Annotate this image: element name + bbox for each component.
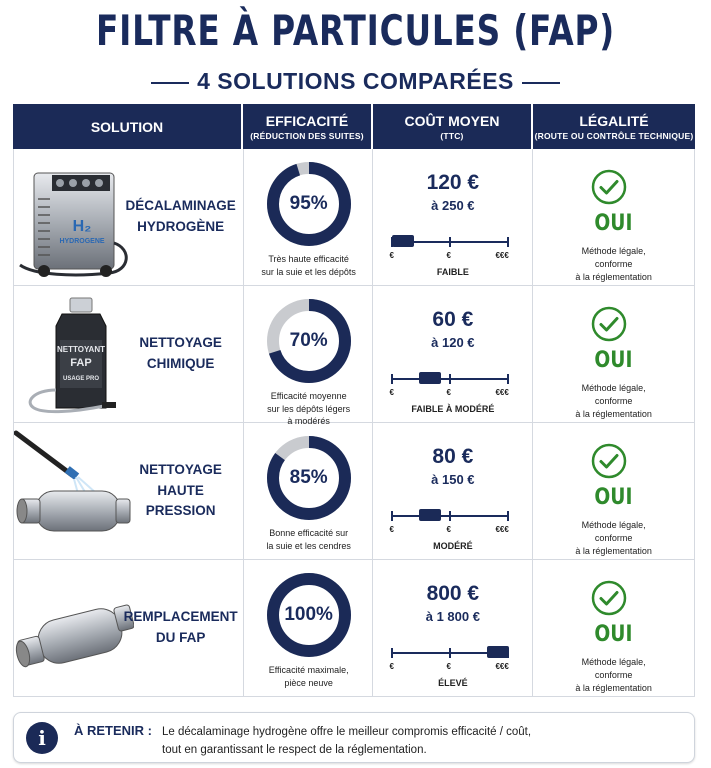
- solution-name-line1: REMPLACEMENT: [123, 609, 238, 625]
- legal-text-line3: à la réglementation: [575, 683, 652, 694]
- solution-name-line3: PRESSION: [145, 503, 216, 519]
- scale-label-low: €: [389, 388, 394, 397]
- solution-cell: [14, 149, 244, 285]
- scale-label-high: €€€: [495, 388, 509, 397]
- scale-label-low: €: [389, 525, 394, 534]
- legal-cell: [533, 560, 695, 696]
- subtitle-text: 4 SOLUTIONS COMPARÉES: [197, 68, 514, 94]
- legal-cell: [533, 286, 695, 422]
- check-circle-icon: [591, 443, 627, 479]
- efficiency-text-line2: la suie et les cendres: [266, 540, 351, 551]
- legal-text-line3: à la réglementation: [575, 272, 652, 283]
- scale-label-low: €: [389, 251, 394, 260]
- scale-label-low: €: [389, 662, 394, 671]
- solution-name-line2: DU FAP: [155, 630, 206, 645]
- efficiency-cell: [244, 149, 374, 285]
- check-circle-icon: [591, 580, 627, 616]
- solution-name: [123, 560, 238, 696]
- table-row-4: [13, 560, 695, 697]
- solution-name-line1: NETTOYAGE: [139, 461, 222, 477]
- efficiency-text-line2: sur la suie et les dépôts: [261, 266, 356, 277]
- legal-text-line3: à la réglementation: [575, 409, 652, 420]
- check-circle-icon: [591, 306, 627, 342]
- efficiency-cell: [244, 423, 374, 559]
- legal-text-line2: conforme: [594, 533, 633, 544]
- price-max: à 1 800 €: [425, 609, 480, 624]
- takeaway-text: [162, 723, 682, 760]
- solution-cell: [14, 560, 244, 696]
- scale-label-mid: €: [446, 525, 451, 534]
- header-legalite-label: LÉGALITÉ: [579, 112, 649, 129]
- price-min: 800 €: [426, 582, 480, 605]
- chemical-bottle-icon: [14, 290, 134, 418]
- check-circle-icon: [591, 169, 627, 205]
- pressure-washer-filter-icon: [14, 427, 134, 555]
- solution-name-line2: HAUTE: [157, 482, 204, 498]
- cost-marker: [419, 372, 441, 384]
- solution-name-line1: DÉCALAMINAGE: [125, 198, 236, 214]
- cost-scale-tick: [449, 511, 451, 521]
- efficiency-cell: [244, 560, 374, 696]
- efficiency-description: [246, 253, 372, 278]
- hydrogen-machine-icon: [14, 153, 134, 281]
- header-efficacite: [243, 104, 373, 149]
- solution-name-line2: CHIMIQUE: [146, 356, 215, 371]
- efficiency-text-line2: pièce neuve: [284, 677, 333, 688]
- header-efficacite-label: EFFICACITÉ: [265, 112, 349, 129]
- legal-status: OUI: [594, 348, 633, 373]
- svg-text:H₂: H₂: [72, 218, 92, 235]
- header-cout: [373, 104, 533, 149]
- svg-text:FAP: FAP: [70, 357, 92, 369]
- legal-text-line1: Méthode légale,: [581, 246, 646, 256]
- header-cout-sub: (TTC): [440, 130, 464, 141]
- cost-marker: [419, 509, 441, 521]
- takeaway-text-line2: tout en garantissant le respect de la réglementation.: [162, 744, 427, 757]
- efficiency-cell: [244, 286, 374, 427]
- info-icon: i: [26, 722, 58, 754]
- efficiency-text-line2: sur les dépôts légers: [267, 403, 351, 414]
- cost-scale: [391, 509, 509, 539]
- cost-scale: [391, 235, 509, 265]
- cost-scale: [391, 646, 509, 676]
- legal-description: [533, 245, 694, 284]
- solution-name: [127, 149, 235, 285]
- legal-status: OUI: [594, 211, 633, 236]
- price-max: à 120 €: [431, 335, 475, 350]
- subtitle-dash-left: [151, 82, 189, 84]
- legal-status: OUI: [594, 622, 633, 647]
- scale-label-high: €€€: [495, 525, 509, 534]
- table-row-1: [13, 149, 695, 286]
- solution-name: [127, 423, 235, 559]
- header-solution: [13, 104, 243, 149]
- comparison-table: [13, 104, 695, 697]
- legal-text-line2: conforme: [594, 396, 633, 407]
- svg-text:NETTOYANT: NETTOYANT: [56, 345, 106, 354]
- header-legalite-sub: (ROUTE OU CONTRÔLE TECHNIQUE): [534, 130, 694, 141]
- header-solution-label: SOLUTION: [90, 118, 164, 135]
- cost-level: FAIBLE À MODÉRÉ: [411, 404, 495, 414]
- efficiency-value: 100%: [284, 604, 333, 625]
- scale-label-high: €€€: [495, 662, 509, 671]
- table-row-2: [13, 286, 695, 427]
- page-subtitle: [0, 68, 711, 95]
- scale-label-mid: €: [446, 662, 451, 671]
- svg-text:USAGE PRO: USAGE PRO: [62, 376, 100, 382]
- takeaway-label: À RETENIR :: [74, 723, 152, 738]
- cost-scale-tick: [391, 374, 393, 384]
- efficiency-text-line1: Très haute efficacité: [268, 254, 349, 264]
- cost-scale-tick: [507, 237, 509, 247]
- cost-marker: [392, 235, 414, 247]
- cost-scale-tick: [391, 648, 393, 658]
- legal-cell: [533, 149, 695, 285]
- price-max: à 150 €: [431, 472, 475, 487]
- efficiency-value: 85%: [289, 467, 328, 488]
- legal-description: [533, 656, 694, 695]
- legal-text-line1: Méthode légale,: [581, 657, 646, 667]
- legal-status: OUI: [594, 485, 633, 510]
- legal-text-line1: Méthode légale,: [581, 520, 646, 530]
- header-cout-label: COÛT MOYEN: [404, 112, 500, 129]
- price-min: 120 €: [426, 171, 480, 194]
- solution-name-line1: NETTOYAGE: [139, 335, 222, 351]
- legal-description: [533, 519, 694, 558]
- table-row-3: [13, 423, 695, 560]
- cost-cell: [373, 423, 533, 559]
- legal-description: [533, 382, 694, 421]
- legal-cell: [533, 423, 695, 559]
- scale-label-mid: €: [446, 388, 451, 397]
- takeaway-box: [13, 712, 695, 763]
- cost-cell: [373, 560, 533, 696]
- legal-text-line2: conforme: [594, 670, 633, 681]
- efficiency-value: 70%: [289, 330, 328, 351]
- price-max: à 250 €: [431, 198, 475, 213]
- cost-cell: [373, 286, 533, 422]
- cost-level: FAIBLE: [436, 267, 469, 277]
- page-title: FILTRE À PARTICULES (FAP): [95, 6, 616, 55]
- cost-scale-tick: [507, 374, 509, 384]
- solution-cell: [14, 423, 244, 559]
- efficiency-description: [246, 527, 372, 552]
- efficiency-text-line3: à modérés: [287, 416, 330, 427]
- cost-cell: [373, 149, 533, 285]
- takeaway-text-line1: Le décalaminage hydrogène offre le meilleur compromis efficacité / coût,: [162, 726, 532, 738]
- efficiency-description: [246, 664, 372, 689]
- cost-scale: [391, 372, 509, 402]
- legal-text-line1: Méthode légale,: [581, 383, 646, 393]
- header-legalite: [533, 104, 695, 149]
- cost-scale-tick: [449, 374, 451, 384]
- legal-text-line2: conforme: [594, 259, 633, 270]
- table-header: [13, 104, 695, 149]
- header-efficacite-sub: (RÉDUCTION DES SUITES): [250, 130, 364, 141]
- cost-level: MODÉRÉ: [433, 541, 473, 551]
- efficiency-value: 95%: [289, 193, 328, 214]
- efficiency-text-line1: Efficacité moyenne: [270, 391, 347, 401]
- cost-marker: [487, 646, 509, 658]
- solution-name-line2: HYDROGÈNE: [137, 219, 225, 234]
- efficiency-text-line1: Bonne efficacité sur: [269, 528, 349, 538]
- solution-name: [127, 286, 235, 422]
- solution-cell: [14, 286, 244, 422]
- legal-text-line3: à la réglementation: [575, 546, 652, 557]
- cost-scale-tick: [391, 511, 393, 521]
- cost-scale-tick: [449, 648, 451, 658]
- price-min: 60 €: [432, 308, 474, 331]
- price-min: 80 €: [432, 445, 474, 468]
- cost-scale-tick: [507, 511, 509, 521]
- cost-level: ÉLEVÉ: [438, 678, 468, 688]
- subtitle-dash-right: [522, 82, 560, 84]
- new-filter-icon: [14, 564, 134, 692]
- scale-label-mid: €: [446, 251, 451, 260]
- svg-text:HYDROGENE: HYDROGENE: [59, 238, 105, 245]
- efficiency-text-line1: Efficacité maximale,: [268, 665, 349, 675]
- cost-scale-tick: [449, 237, 451, 247]
- scale-label-high: €€€: [495, 251, 509, 260]
